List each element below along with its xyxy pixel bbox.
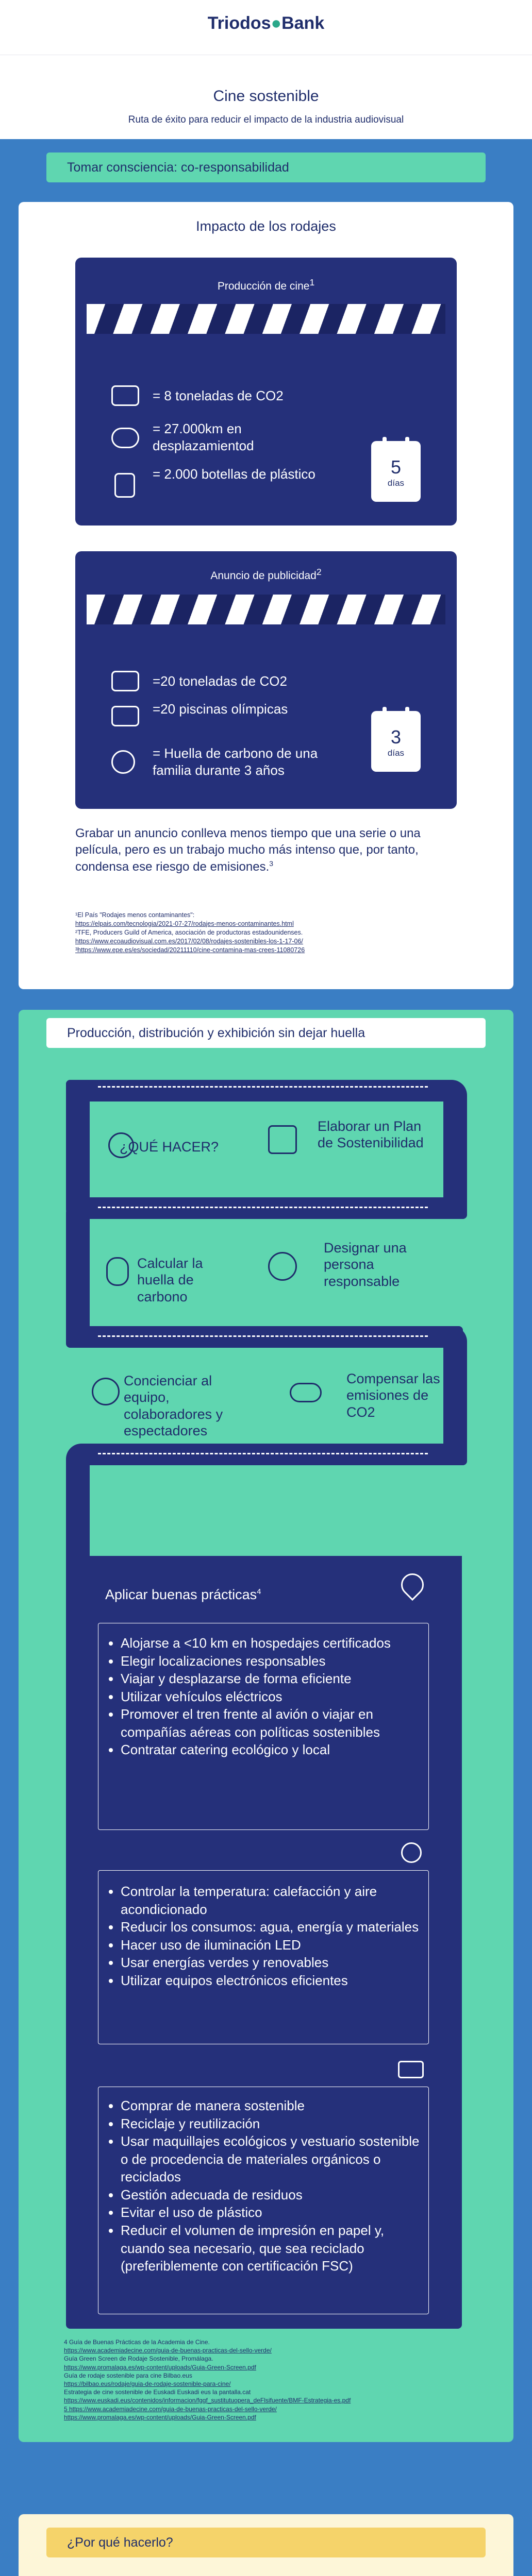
film-stat-km: = 27.000km en desplazamientod — [153, 421, 254, 453]
clapperboard-stripes — [87, 304, 445, 334]
film-production-title: Producción de cine$^1$ — [217, 277, 315, 292]
practices-title: Aplicar buenas prácticas$^4$ — [105, 1587, 261, 1602]
road-segment — [66, 1080, 454, 1101]
section2-bar — [46, 1018, 486, 1048]
practice-list-energy: • Controlar la temperatura: calefacción y aire acondicionado • Reducir los consumos: agua, energía y materiales • Hacer uso de iluminación LED • Usar energías verdes y renovables • Utilizar equipos electrónicos eficientes — [108, 1883, 430, 1989]
ad-stat-family: = Huella de carbono de una familia durante 3 años — [153, 745, 318, 778]
ad-stat-co2: =20 toneladas de CO2 — [153, 673, 287, 689]
bottle-icon — [114, 473, 135, 498]
shopping-cart-icon — [398, 2061, 424, 2078]
impact-heading: Impacto de los rodajes — [196, 218, 336, 234]
section2-bar-label: Producción, distribución y exhibición sin dejar huella — [67, 1025, 365, 1040]
brand-logo: Triodos●Bank — [207, 13, 325, 33]
section1-references: ¹El País "Rodajes menos contaminantes": https://elpais.com/tecnologia/2021-07-27/rodajes-menos-contaminantes.html ²TFE, Producers Guild of America, asociación de productoras estadounidenses. https://www.ecoaudiovisual.com.es/2017/02/08/rodajes-sostenibles-los-1-17-06/ ³https://www.epe.es/es/sociedad/20211110/cine-contamina-mas-crees-11080726 — [75, 911, 305, 954]
road-segment — [66, 1197, 90, 1347]
person-icon — [268, 1252, 297, 1281]
road-segment — [82, 1197, 467, 1219]
road-item-awareness: Concienciar al equipo, colaboradores y espectadores — [124, 1373, 223, 1439]
practice-list-travel: • Alojarse a <10 km en hospedajes certificados • Elegir localizaciones responsables • Viajar y desplazarse de forma eficiente • Utilizar vehículos eléctricos • Promover el tren frente al avión o viajar en compañías aéreas con políticas sostenibles • Contratar catering ecológico y local — [108, 1634, 430, 1759]
road-segment — [66, 1080, 90, 1214]
section2-references: 4 Guía de Buenas Prácticas de la Academia de Cine. https://www.academiadecine.com/guia-de-buenas-practicas-del-sello-verde/ Guía Green Screen de Rodaje Sostenible, Promálaga. https://www.promalaga.es/wp-content/uploads/Guia-Green-Screen.pdf Guía de rodaje sostenible para cine Bilbao.eus https://bilbao.eus/rodaje/guia-de-rodaje-sostenible-para-cine/ Estrategia de cine sostenible de Euskadi Euskadi eus la pantalla.cat https://www.euskadi.eus/contenidos/informacion/fggf_sustitutuopera_deFlsifuente/BMF-Estrategia-es.pdf 5 https://www.academiadecine.com/guia-de-buenas-practicas-del-sello-verde/ https://www.promalaga.es/wp-content/uploads/Guia-Green-Screen.pdf — [64, 2338, 351, 2421]
page-title: Cine sostenible — [213, 88, 319, 105]
family-icon — [111, 750, 135, 774]
footprint-icon — [106, 1257, 129, 1286]
road-line — [98, 1086, 428, 1088]
practice-list-materials: • Comprar de manera sostenible • Reciclaje y reutilización • Usar maquillajes ecológicos y vestuario sostenible o de procedencia de materiales orgánicos o reciclados • Gestión adecuada de residuos • Evitar el uso de plástico • Reducir el volumen de impresión en papel y, cuando sea necesario, que sea reciclado (preferiblemente con certificación FSC) — [108, 2097, 430, 2275]
road-segment — [82, 1444, 467, 1465]
film-stat-bottles: = 2.000 botellas de plástico — [153, 466, 315, 482]
section3-bar-label: ¿Por qué hacerlo? — [67, 2535, 173, 2550]
section1-bar-label: Tomar consciencia: co-responsabilidad — [67, 160, 289, 175]
calendar-icon: 5 días — [371, 441, 421, 502]
road-item-what-to-do: ¿QUÉ HACER? — [120, 1139, 219, 1155]
road-item-sustainability-plan: Elaborar un Plan de Sostenibilidad — [318, 1118, 424, 1151]
ad-panel — [75, 551, 457, 809]
calendar-icon: 3 días — [371, 711, 421, 772]
film-stat-co2: = 8 toneladas de CO2 — [153, 388, 284, 403]
ad-stat-pools: =20 piscinas olímpicas — [153, 701, 288, 717]
cloud-icon — [111, 671, 139, 691]
leaf-icon — [268, 1125, 297, 1154]
ad-title: Anuncio de publicidad$^2$ — [210, 567, 322, 582]
pool-icon — [111, 706, 139, 726]
car-icon — [111, 428, 139, 448]
ad-paragraph: Grabar un anuncio conlleva menos tiempo que una serie o una película, pero es un trabajo mucho más intenso que, por tanto, condensa ese riesgo de emisiones.$^3$ — [75, 826, 421, 874]
section3-bar — [46, 2528, 486, 2557]
road-segment — [66, 1326, 463, 1348]
road-item-responsible: Designar una persona responsable — [324, 1240, 407, 1289]
page-subtitle: Ruta de éxito para reducir el impacto de la industria audiovisual — [128, 114, 404, 125]
road-line — [98, 1453, 428, 1454]
section1-bar — [46, 152, 486, 182]
road-line — [98, 1335, 428, 1337]
road-line — [98, 1207, 428, 1208]
film-production-panel — [75, 258, 457, 526]
people-icon — [92, 1378, 120, 1405]
clapperboard-stripes — [87, 595, 445, 624]
cloud-icon — [290, 1383, 322, 1402]
road-segment — [66, 1444, 90, 1569]
cloud-icon — [111, 385, 139, 406]
road-item-compensate: Compensar las emisiones de CO2 — [346, 1371, 440, 1420]
lightbulb-icon — [401, 1842, 422, 1863]
road-item-carbon-footprint: Calcular la huella de carbono — [137, 1256, 203, 1304]
